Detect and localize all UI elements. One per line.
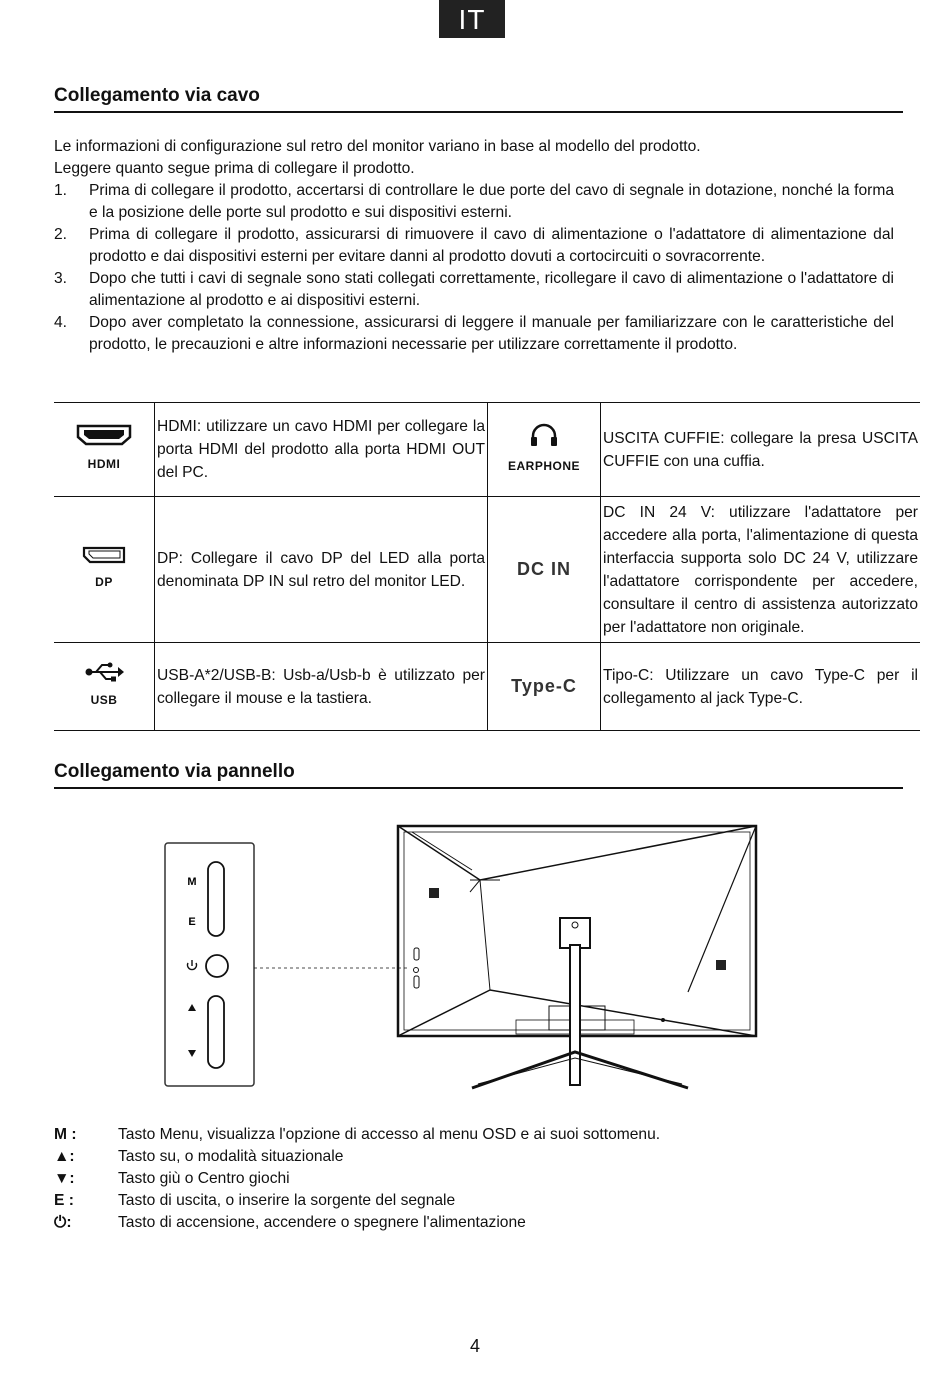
port-icon-cell xyxy=(488,403,601,497)
step-text: Prima di collegare il prodotto, accertarsi di controllare le due porte del cavo di segnale in dotazione, nonché la forma e la posizione delle porte sul prodotto e sui dispositivi esterni. xyxy=(89,182,894,221)
port-icon-cell xyxy=(54,643,155,731)
key-symbol: ▼: xyxy=(54,1170,75,1187)
key-symbol: E : xyxy=(54,1192,74,1209)
key-legend-row xyxy=(54,1124,660,1146)
menu-exit-rocker xyxy=(208,862,224,936)
monitor-stand xyxy=(472,918,688,1088)
section-divider xyxy=(54,787,903,789)
step-item xyxy=(54,312,894,356)
intro-line: Le informazioni di configurazione sul retro del monitor variano in base al modello del prodotto. xyxy=(54,138,701,155)
ports-table xyxy=(54,402,920,731)
step-number: 1. xyxy=(54,182,68,199)
port-icon-cell xyxy=(488,497,601,643)
port-icon-cell xyxy=(54,403,155,497)
key-description: Tasto su, o modalità situazionale xyxy=(118,1148,344,1165)
section-title-cable: Collegamento via cavo xyxy=(54,85,260,106)
port-description: DP: Collegare il cavo DP del LED alla porta denominata DP IN sul retro del monitor LED. xyxy=(155,497,488,643)
port-icon-cell xyxy=(54,497,155,643)
port-icon-label: DP xyxy=(95,574,113,589)
key-legend-row xyxy=(54,1212,660,1234)
port-description: DC IN 24 V: utilizzare l'adattatore per accedere alla porta, l'alimentazione di questa interfaccia supporta solo DC 24 V, utilizzare l'adattatore corrispondente per accedere, consultare il centro di assistenza autorizzato per l'adattatore non originale. xyxy=(601,497,921,643)
key-description: Tasto di accensione, accendere o spegnere l'alimentazione xyxy=(118,1214,526,1231)
port-icon-label: EARPHONE xyxy=(507,458,580,473)
speaker-grille-left xyxy=(429,888,439,898)
page-number: 4 xyxy=(469,1336,480,1356)
step-text: Prima di collegare il prodotto, assicurarsi di rimuovere il cavo di alimentazione o l'adattatore di alimentazione dal prodotto e dai dispositivi esterni per evitare danni al prodotto dovuti a cortocircuiti o sovracorrente. xyxy=(89,226,894,265)
port-row xyxy=(54,643,920,731)
port-description: USB-A*2/USB-B: Usb-a/Usb-b è utilizzato per collegare il mouse e la tastiera. xyxy=(155,643,488,731)
power-icon xyxy=(188,960,197,970)
port-icon-label: DC IN xyxy=(517,558,571,579)
step-text: Dopo che tutti i cavi di segnale sono stati collegati correttamente, ricollegare il cavo di alimentazione o l'adattatore di alimentazione al prodotto e ai dispositivi esterni. xyxy=(89,270,894,309)
port-icon-label: HDMI xyxy=(87,456,121,471)
language-tab: IT xyxy=(439,0,505,38)
key-description: Tasto di uscita, o inserire la sorgente del segnale xyxy=(118,1192,456,1209)
panel-label-m: M xyxy=(187,876,197,888)
control-panel xyxy=(165,843,254,1086)
step-item xyxy=(54,268,894,312)
speaker-grille-right xyxy=(716,960,726,970)
key-description: Tasto giù o Centro giochi xyxy=(118,1170,290,1187)
section-title-panel: Collegamento via pannello xyxy=(54,761,295,782)
monitor-back xyxy=(254,826,756,1036)
section-divider xyxy=(54,111,903,113)
key-symbol: ▲: xyxy=(54,1148,75,1165)
step-item xyxy=(54,224,894,268)
key-legend-row xyxy=(54,1146,660,1168)
step-number: 3. xyxy=(54,270,68,287)
power-button xyxy=(206,955,228,977)
step-item xyxy=(54,180,894,224)
headphone-icon xyxy=(529,422,559,448)
port-description: USCITA CUFFIE: collegare la presa USCITA CUFFIE con una cuffia. xyxy=(601,403,921,497)
port-row xyxy=(54,403,920,497)
hdmi-icon xyxy=(76,424,132,446)
intro-block xyxy=(54,136,894,356)
step-number: 2. xyxy=(54,226,68,243)
key-legend-row xyxy=(54,1190,660,1212)
key-description: Tasto Menu, visualizza l'opzione di accesso al menu OSD e ai suoi sottomenu. xyxy=(118,1126,661,1143)
step-number: 4. xyxy=(54,314,68,331)
intro-line: Leggere quanto segue prima di collegare il prodotto. xyxy=(54,160,415,177)
up-arrow-icon xyxy=(188,1004,196,1011)
usb-icon xyxy=(84,662,124,682)
key-legend-row xyxy=(54,1168,660,1190)
key-symbol: ⏻: xyxy=(54,1214,72,1231)
down-arrow-icon xyxy=(188,1050,196,1057)
port-icon-cell xyxy=(488,643,601,731)
port-description: HDMI: utilizzare un cavo HDMI per collegare la porta HDMI del prodotto alla porta HDMI OUT del PC. xyxy=(155,403,488,497)
displayport-icon xyxy=(82,546,126,564)
port-icon-label: Type-C xyxy=(511,675,577,696)
port-icon-label: USB xyxy=(90,692,118,707)
port-description: Tipo-C: Utilizzare un cavo Type-C per il collegamento al jack Type-C. xyxy=(601,643,921,731)
port-row xyxy=(54,497,920,643)
monitor-diagram xyxy=(0,800,950,1100)
step-text: Dopo aver completato la connessione, assicurarsi di leggere il manuale per familiarizzare con le caratteristiche del prodotto, le precauzioni e altre informazioni necessarie per utilizzare correttamente il prodotto. xyxy=(89,314,894,353)
key-legend xyxy=(54,1124,660,1234)
panel-label-e: E xyxy=(188,916,196,928)
steps-list xyxy=(54,180,894,356)
key-symbol: M : xyxy=(54,1126,77,1143)
up-down-rocker xyxy=(208,996,224,1068)
